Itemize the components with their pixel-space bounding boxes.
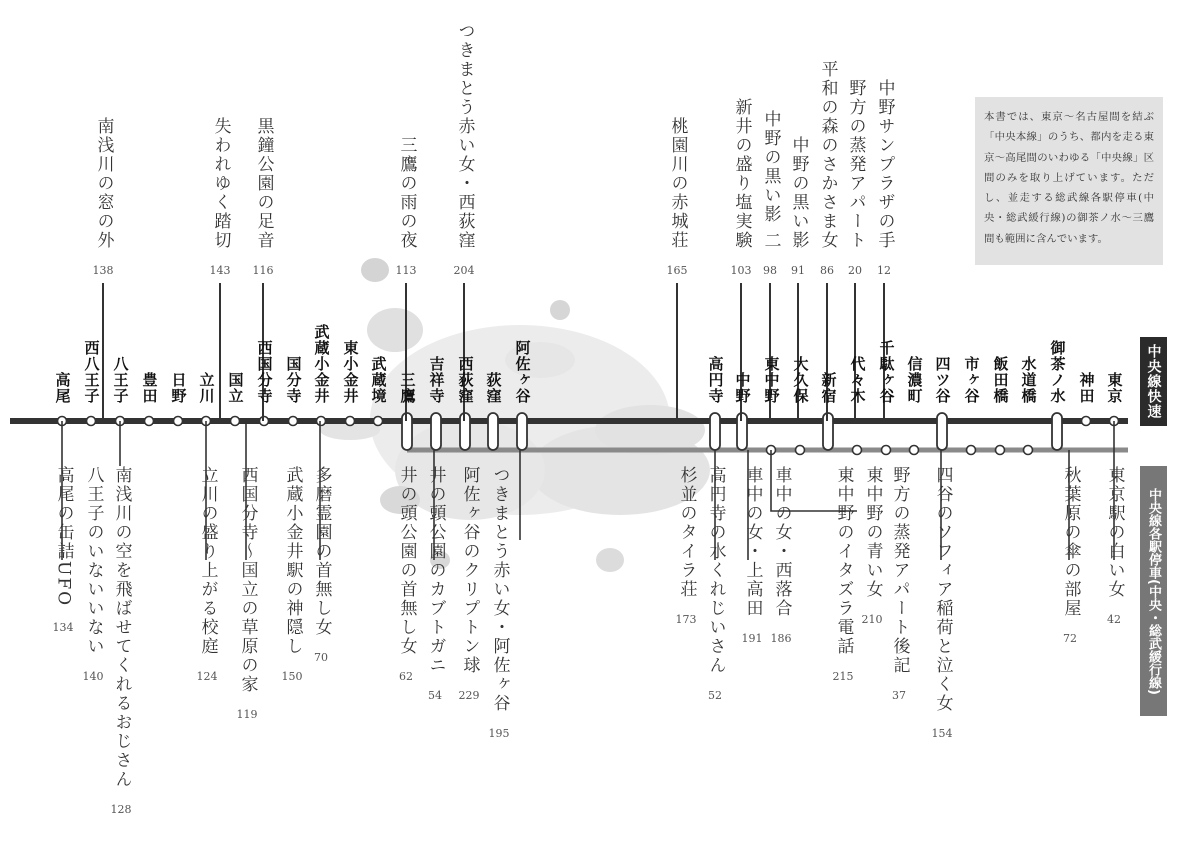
story-title: 新井の盛り塩実験 xyxy=(731,98,752,250)
story-title: 車中の女・上高田 xyxy=(742,466,763,618)
station-marker-rapid xyxy=(145,417,154,426)
story-title: 高円寺の水くれじいさん xyxy=(705,466,726,675)
station-label: 三鷹 xyxy=(398,372,417,404)
station-marker-local xyxy=(996,446,1005,455)
story-title: 野方の蒸発アパート xyxy=(845,79,866,250)
station-marker-transfer xyxy=(710,413,720,450)
page-number: 54 xyxy=(428,689,442,702)
station-label: 飯田橋 xyxy=(991,356,1010,404)
station-marker-local xyxy=(882,446,891,455)
station-label: 武蔵小金井 xyxy=(312,324,331,404)
story-title: 中野の黒い影 xyxy=(788,136,809,250)
page-number: 154 xyxy=(931,727,953,740)
story-title: 八王子のいないいない xyxy=(83,466,104,656)
page-number: 37 xyxy=(892,689,906,702)
page-number: 173 xyxy=(675,613,697,626)
station-label: 武蔵境 xyxy=(369,356,388,404)
story-title: 東京駅の白い女 xyxy=(1104,466,1125,599)
station-marker-rapid xyxy=(174,417,183,426)
station-label: 国立 xyxy=(226,372,245,404)
station-label: 西国分寺 xyxy=(255,340,274,404)
station-marker-rapid xyxy=(317,417,326,426)
story-title: 西国分寺〜国立の草原の家 xyxy=(237,466,258,694)
ink-splatter xyxy=(367,308,423,352)
story-title: 四谷のソフィア稲荷と泣く女 xyxy=(932,466,953,713)
station-label: 市ヶ谷 xyxy=(962,356,981,404)
story-title: 武蔵小金井駅の神隠し xyxy=(282,466,303,656)
station-marker-transfer xyxy=(517,413,527,450)
station-marker-rapid xyxy=(231,417,240,426)
story-title: 中野サンプラザの手 xyxy=(874,79,895,250)
station-marker-transfer xyxy=(488,413,498,450)
page-number: 128 xyxy=(110,803,132,816)
story-title: つきまとう赤い女・西荻窪 xyxy=(454,22,475,250)
page-number: 86 xyxy=(820,264,834,277)
station-marker-local xyxy=(967,446,976,455)
page-number: 140 xyxy=(82,670,104,683)
story-title: 東中野のイタズラ電話 xyxy=(833,466,854,656)
station-label: 千駄ヶ谷 xyxy=(877,340,896,404)
station-label: 東小金井 xyxy=(341,340,360,404)
station-label: 西八王子 xyxy=(82,340,101,404)
page-number: 91 xyxy=(791,264,805,277)
station-label: 八王子 xyxy=(111,356,130,404)
station-marker-rapid xyxy=(87,417,96,426)
station-marker-local xyxy=(796,446,805,455)
station-label: 荻窪 xyxy=(484,372,503,404)
page-number: 210 xyxy=(861,613,883,626)
page-number: 134 xyxy=(52,621,74,634)
page-number: 119 xyxy=(236,708,258,721)
ink-splatter xyxy=(361,258,389,282)
station-label: 高円寺 xyxy=(706,356,725,404)
station-label: 代々木 xyxy=(848,356,867,404)
station-label: 御茶ノ水 xyxy=(1048,340,1067,404)
page-number: 62 xyxy=(399,670,413,683)
station-label: 日野 xyxy=(169,372,188,404)
story-title: 中野の黒い影 二 xyxy=(760,110,781,251)
story-title: 井の頭公園の首無し女 xyxy=(396,466,417,656)
ink-splatter xyxy=(596,548,624,572)
story-title: 立川の盛り上がる校庭 xyxy=(197,466,218,656)
local-line-badge: 中央線各駅停車(中央・総武緩行線) xyxy=(1140,466,1167,716)
station-label: 水道橋 xyxy=(1019,356,1038,404)
page-number: 72 xyxy=(1063,632,1077,645)
station-marker-rapid xyxy=(346,417,355,426)
page-number: 52 xyxy=(708,689,722,702)
story-title: 多磨霊園の首無し女 xyxy=(311,466,332,637)
page-number: 124 xyxy=(196,670,218,683)
page-number: 229 xyxy=(458,689,480,702)
station-marker-rapid xyxy=(1082,417,1091,426)
station-label: 豊田 xyxy=(140,372,159,404)
story-title: 黒鐘公園の足音 xyxy=(253,117,274,250)
page-number: 165 xyxy=(666,264,688,277)
page-number: 204 xyxy=(453,264,475,277)
page-number: 12 xyxy=(877,264,891,277)
story-title: 失われゆく踏切 xyxy=(210,117,231,250)
station-marker-transfer xyxy=(431,413,441,450)
station-marker-local xyxy=(910,446,919,455)
page-number: 186 xyxy=(770,632,792,645)
station-label: 中野 xyxy=(733,372,752,404)
page-number: 116 xyxy=(252,264,274,277)
story-title: 野方の蒸発アパート後記 xyxy=(889,466,910,675)
page-number: 103 xyxy=(730,264,752,277)
station-marker-transfer xyxy=(937,413,947,450)
station-label: 西荻窪 xyxy=(456,356,475,404)
story-title: 車中の女・西落合 xyxy=(771,466,792,618)
page-number: 191 xyxy=(741,632,763,645)
station-marker-local xyxy=(1024,446,1033,455)
station-label: 四ツ谷 xyxy=(933,356,952,404)
page-number: 70 xyxy=(314,651,328,664)
station-label: 吉祥寺 xyxy=(427,356,446,404)
story-title: 阿佐ヶ谷のクリプトン球 xyxy=(459,466,480,675)
page-number: 143 xyxy=(209,264,231,277)
rapid-line-badge: 中央線快速 xyxy=(1140,337,1167,426)
page-number: 42 xyxy=(1107,613,1121,626)
story-title: 平和の森のさかさま女 xyxy=(817,60,838,250)
station-label: 東京 xyxy=(1105,372,1124,404)
page-number: 195 xyxy=(488,727,510,740)
page-number: 113 xyxy=(395,264,417,277)
intro-note: 本書では、東京〜名古屋間を結ぶ「中央本線」のうち、都内を走る東京〜高尾間のいわゆる「中央線」区間のみを取り上げています。ただし、並走する総武線各駅停車(中央・総武緩行線)の御茶ノ水〜三鷹間も範囲に含んでいます。 xyxy=(975,97,1163,265)
story-title: 桃園川の赤城荘 xyxy=(667,117,688,250)
story-title: 井の頭公園のカブトガニ xyxy=(425,466,446,675)
page-number: 150 xyxy=(281,670,303,683)
page-number: 98 xyxy=(763,264,777,277)
station-label: 新宿 xyxy=(819,372,838,404)
page-number: 215 xyxy=(832,670,854,683)
story-title: 高尾の缶詰UFO xyxy=(53,466,74,608)
station-marker-transfer xyxy=(1052,413,1062,450)
station-label: 国分寺 xyxy=(284,356,303,404)
story-title: 杉並のタイラ荘 xyxy=(676,466,697,599)
station-label: 東中野 xyxy=(762,356,781,404)
station-marker-local xyxy=(853,446,862,455)
station-label: 阿佐ヶ谷 xyxy=(513,340,532,404)
page-number: 20 xyxy=(848,264,862,277)
story-title: 東中野の青い女 xyxy=(862,466,883,599)
story-title: 秋葉原の傘の部屋 xyxy=(1060,466,1081,618)
page-number: 138 xyxy=(92,264,114,277)
story-title: 南浅川の空を飛ばせてくれるおじさん xyxy=(111,466,132,789)
station-label: 神田 xyxy=(1077,372,1096,404)
story-title: つきまとう赤い女・阿佐ヶ谷 xyxy=(489,466,510,713)
story-title: 南浅川の窓の外 xyxy=(93,117,114,250)
station-label: 立川 xyxy=(197,372,216,404)
station-marker-rapid xyxy=(374,417,383,426)
ink-splatter xyxy=(550,300,570,320)
station-label: 高尾 xyxy=(53,372,72,404)
station-label: 信濃町 xyxy=(905,356,924,404)
station-label: 大久保 xyxy=(791,356,810,404)
station-marker-rapid xyxy=(289,417,298,426)
story-title: 三鷹の雨の夜 xyxy=(396,136,417,250)
